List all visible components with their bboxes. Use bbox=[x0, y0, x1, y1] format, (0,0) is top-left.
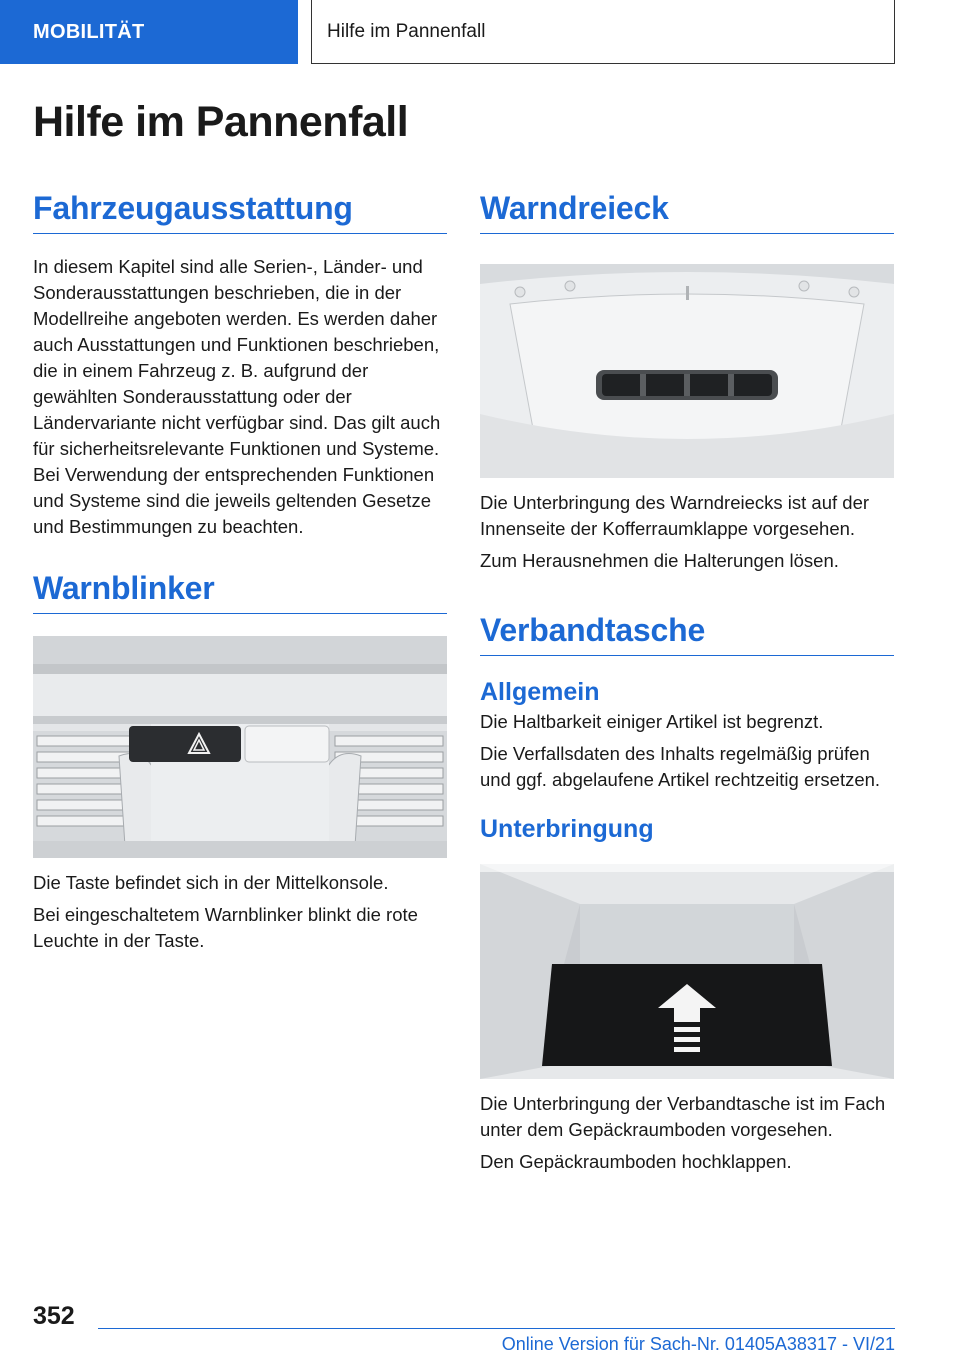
warndreieck-para2: Zum Herausnehmen die Halterungen lösen. bbox=[480, 550, 839, 571]
chapter-header bbox=[311, 0, 895, 64]
page-number: 352 bbox=[33, 1302, 75, 1330]
allgemein-para2: Die Verfallsdaten des Inhalts regelmäßig prüfen und ggf. abgelaufene Artikel rechtzeitig ersetzen. bbox=[480, 743, 881, 790]
heading-allgemein: Allgemein bbox=[480, 678, 600, 706]
trunk-lid-illustration bbox=[480, 264, 894, 478]
allgemein-para1: Die Haltbarkeit einiger Artikel ist begrenzt. bbox=[480, 711, 824, 732]
heading-unterbringung: Unterbringung bbox=[480, 815, 654, 843]
unterbringung-para2: Den Gepäckraumboden hochklappen. bbox=[480, 1151, 792, 1172]
unterbringung-para1: Die Unterbringung der Verbandtasche ist im Fach unter dem Gepäckraumboden vorgesehen. bbox=[480, 1093, 886, 1140]
heading-verbandtasche: Verbandtasche bbox=[480, 612, 894, 656]
luggage-floor-illustration bbox=[480, 864, 894, 1079]
figure-luggage-floor bbox=[480, 864, 894, 1079]
figure-center-console bbox=[33, 636, 447, 858]
figure-trunk-lid bbox=[480, 264, 894, 478]
warnblinker-para1: Die Taste befindet sich in der Mittelkonsole. bbox=[33, 872, 389, 893]
page-title: Hilfe im Pannenfall bbox=[33, 98, 409, 146]
heading-fahrzeugausstattung: Fahrzeugausstattung bbox=[33, 190, 447, 234]
section-tab bbox=[0, 0, 298, 64]
fahrzeugausstattung-body: In diesem Kapitel sind alle Serien-, Länder- und Sonderausstattungen beschrieben, die in der Modellreihe angeboten werden. Es werden daher auch Ausstattungen und Funktionen beschrieben, die in einem Fahrzeug z. B. aufgrund der gewählten Sonderausstattung oder der Ländervariante nicht verfügbar sind. Das gilt auch für sicherheitsrelevante Funktionen und Systeme. Bei Verwendung der entsprechenden Funktionen und Systeme sind die jeweils geltenden Gesetze und Bestimmungen zu beachten. bbox=[33, 256, 441, 537]
heading-warnblinker: Warnblinker bbox=[33, 570, 447, 614]
warnblinker-para2: Bei eingeschaltetem Warnblinker blinkt die rote Leuchte in der Taste. bbox=[33, 904, 418, 951]
footer-divider bbox=[98, 1328, 895, 1329]
right-column bbox=[480, 190, 894, 1175]
footer-version: Online Version für Sach-Nr. 01405A38317 - VI/21 bbox=[501, 1334, 895, 1354]
heading-warndreieck: Warndreieck bbox=[480, 190, 894, 234]
chapter-label: Hilfe im Pannenfall bbox=[327, 20, 486, 42]
warndreieck-para1: Die Unterbringung des Warndreiecks ist auf der Innenseite der Kofferraumklappe vorgesehen. bbox=[480, 492, 870, 539]
center-console-illustration bbox=[33, 636, 447, 858]
section-label: MOBILITÄT bbox=[33, 20, 145, 43]
left-column bbox=[33, 190, 447, 954]
